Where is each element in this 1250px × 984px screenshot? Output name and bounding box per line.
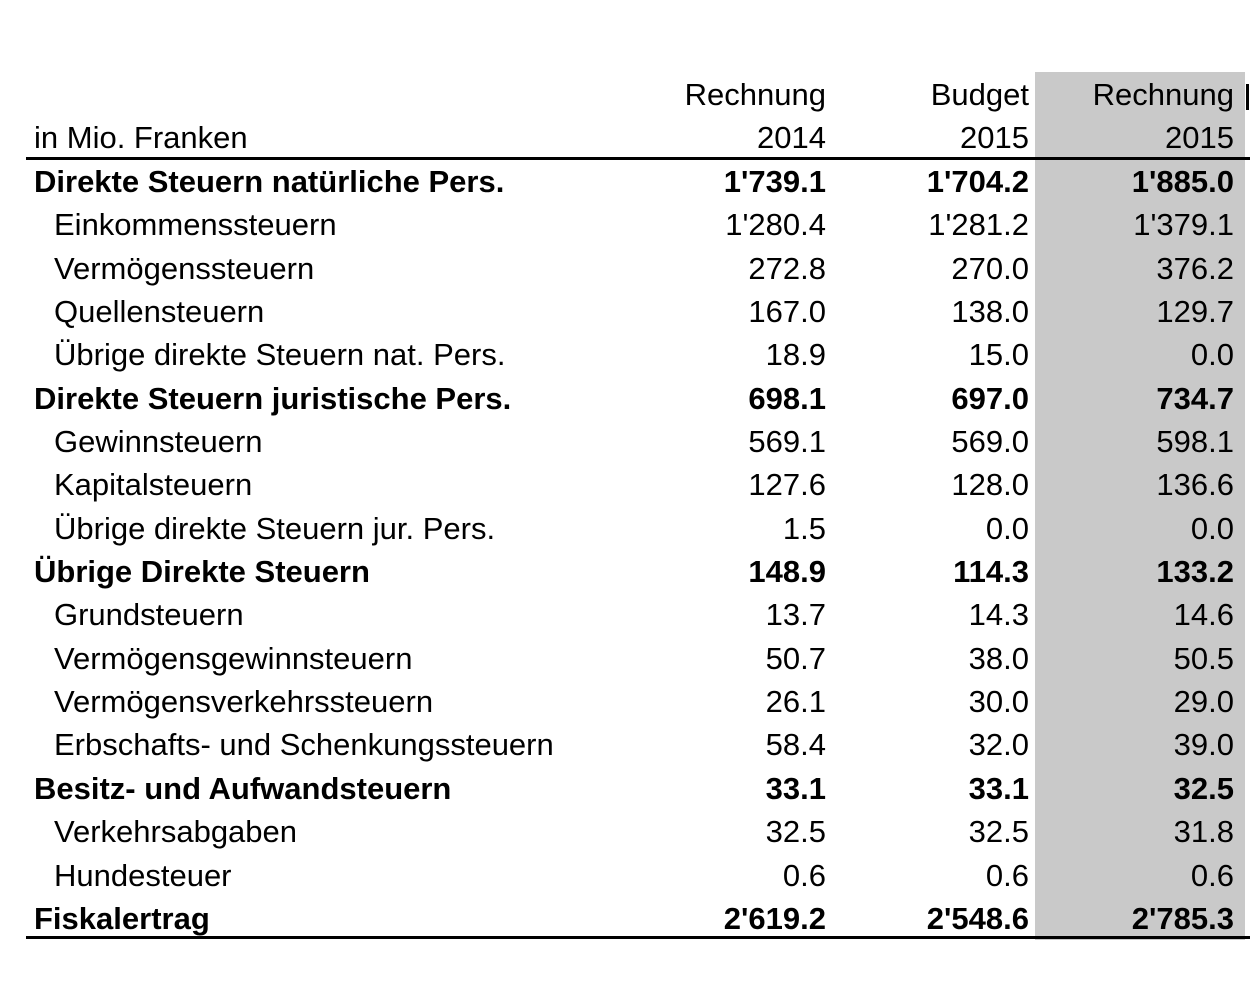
table-row <box>0 247 1250 290</box>
col-header-rechnung-2014-line1: Rechnung <box>684 77 826 112</box>
row-label: Grundsteuern <box>54 597 244 633</box>
table-row-total <box>0 377 1250 420</box>
table-row-total <box>0 550 1250 593</box>
table-row <box>0 723 1250 766</box>
value-rechnung-2015: 0.6 <box>1190 857 1234 893</box>
value-rechnung-2015: 31.8 <box>1173 814 1234 850</box>
value-rechnung-2014: 569.1 <box>748 424 826 460</box>
value-rechnung-2015: 0.0 <box>1190 510 1234 546</box>
value-budget-2015: 32.0 <box>968 727 1029 763</box>
value-rechnung-2014: 0.6 <box>782 857 826 893</box>
value-budget-2015: 697.0 <box>951 380 1029 416</box>
table-row <box>0 507 1250 550</box>
table-row <box>0 637 1250 680</box>
table-row <box>0 593 1250 636</box>
col-header-rechnung-2014-line2: 2014 <box>757 120 826 155</box>
value-budget-2015: 33.1 <box>968 770 1029 806</box>
table-row-total <box>0 767 1250 810</box>
value-budget-2015: 569.0 <box>951 424 1029 460</box>
col-header-rechnung-2015-line1: Rechnung <box>1092 77 1234 112</box>
value-rechnung-2015: 29.0 <box>1173 684 1234 720</box>
table-row <box>0 854 1250 897</box>
value-rechnung-2015: 136.6 <box>1156 467 1234 503</box>
value-rechnung-2015: 1'379.1 <box>1133 207 1234 243</box>
row-label: Vermögenssteuern <box>54 250 315 286</box>
value-rechnung-2014: 167.0 <box>748 294 826 330</box>
row-label: Einkommenssteuern <box>54 207 337 243</box>
value-rechnung-2015: 50.5 <box>1173 640 1234 676</box>
row-label: Gewinnsteuern <box>54 424 263 460</box>
row-label: Kapitalsteuern <box>54 467 253 503</box>
table-row <box>0 290 1250 333</box>
value-rechnung-2014: 26.1 <box>765 684 826 720</box>
table-row <box>0 333 1250 376</box>
value-rechnung-2014: 1'280.4 <box>725 207 826 243</box>
value-budget-2015: 0.6 <box>985 857 1029 893</box>
value-budget-2015: 128.0 <box>951 467 1029 503</box>
value-rechnung-2014: 58.4 <box>765 727 826 763</box>
value-rechnung-2014: 2'619.2 <box>723 900 826 936</box>
value-rechnung-2014: 127.6 <box>748 467 826 503</box>
table-row <box>0 810 1250 853</box>
table-row <box>0 680 1250 723</box>
clipped-column-border <box>1246 84 1249 110</box>
value-rechnung-2014: 272.8 <box>748 250 826 286</box>
value-budget-2015: 2'548.6 <box>926 900 1029 936</box>
value-rechnung-2014: 1.5 <box>782 510 826 546</box>
bottom-rule <box>26 936 1250 939</box>
value-rechnung-2014: 1'739.1 <box>723 164 826 199</box>
value-budget-2015: 0.0 <box>985 510 1029 546</box>
table-row-total <box>0 160 1250 203</box>
row-label: Vermögensverkehrssteuern <box>54 684 434 720</box>
value-rechnung-2015: 39.0 <box>1173 727 1234 763</box>
row-label: Übrige direkte Steuern nat. Pers. <box>54 337 506 373</box>
value-rechnung-2015: 1'885.0 <box>1131 164 1234 199</box>
value-rechnung-2014: 148.9 <box>748 554 826 590</box>
row-label: Quellensteuern <box>54 294 265 330</box>
table-body <box>0 160 1250 940</box>
value-rechnung-2015: 133.2 <box>1156 554 1234 590</box>
value-rechnung-2014: 18.9 <box>765 337 826 373</box>
value-budget-2015: 38.0 <box>968 640 1029 676</box>
col-header-rechnung-2015-line2: 2015 <box>1165 120 1234 155</box>
value-budget-2015: 114.3 <box>953 554 1029 590</box>
value-budget-2015: 14.3 <box>968 597 1029 633</box>
value-budget-2015: 30.0 <box>968 684 1029 720</box>
row-label: Erbschafts- und Schenkungssteuern <box>54 727 554 763</box>
value-rechnung-2015: 129.7 <box>1156 294 1234 330</box>
value-rechnung-2015: 376.2 <box>1156 250 1234 286</box>
value-budget-2015: 138.0 <box>951 294 1029 330</box>
value-rechnung-2015: 734.7 <box>1156 380 1234 416</box>
value-rechnung-2014: 13.7 <box>765 597 826 633</box>
table-row <box>0 463 1250 506</box>
unit-label: in Mio. Franken <box>34 120 248 155</box>
value-budget-2015: 32.5 <box>968 814 1029 850</box>
value-budget-2015: 270.0 <box>951 250 1029 286</box>
row-label: Direkte Steuern natürliche Pers. <box>34 164 505 199</box>
col-header-budget-2015-line1: Budget <box>930 77 1029 112</box>
row-label: Direkte Steuern juristische Pers. <box>34 380 512 416</box>
row-label: Übrige Direkte Steuern <box>34 554 370 590</box>
value-rechnung-2015: 14.6 <box>1173 597 1234 633</box>
value-rechnung-2014: 33.1 <box>765 770 826 806</box>
table-row <box>0 420 1250 463</box>
row-label: Übrige direkte Steuern jur. Pers. <box>54 510 496 546</box>
value-rechnung-2014: 32.5 <box>765 814 826 850</box>
value-budget-2015: 15.0 <box>968 337 1029 373</box>
value-rechnung-2015: 598.1 <box>1156 424 1234 460</box>
value-rechnung-2015: 32.5 <box>1173 770 1234 806</box>
value-rechnung-2014: 50.7 <box>765 640 826 676</box>
value-rechnung-2015: 2'785.3 <box>1131 900 1234 936</box>
value-budget-2015: 1'704.2 <box>926 164 1029 199</box>
col-header-budget-2015-line2: 2015 <box>960 120 1029 155</box>
row-label: Vermögensgewinnsteuern <box>54 640 413 676</box>
row-label: Besitz- und Aufwandsteuern <box>34 770 452 806</box>
value-rechnung-2015: 0.0 <box>1190 337 1234 373</box>
table-row <box>0 203 1250 246</box>
table-row-total <box>0 897 1250 940</box>
value-budget-2015: 1'281.2 <box>928 207 1029 243</box>
row-label: Fiskalertrag <box>34 900 210 936</box>
row-label: Hundesteuer <box>54 857 232 893</box>
value-rechnung-2014: 698.1 <box>748 380 826 416</box>
row-label: Verkehrsabgaben <box>54 814 298 850</box>
